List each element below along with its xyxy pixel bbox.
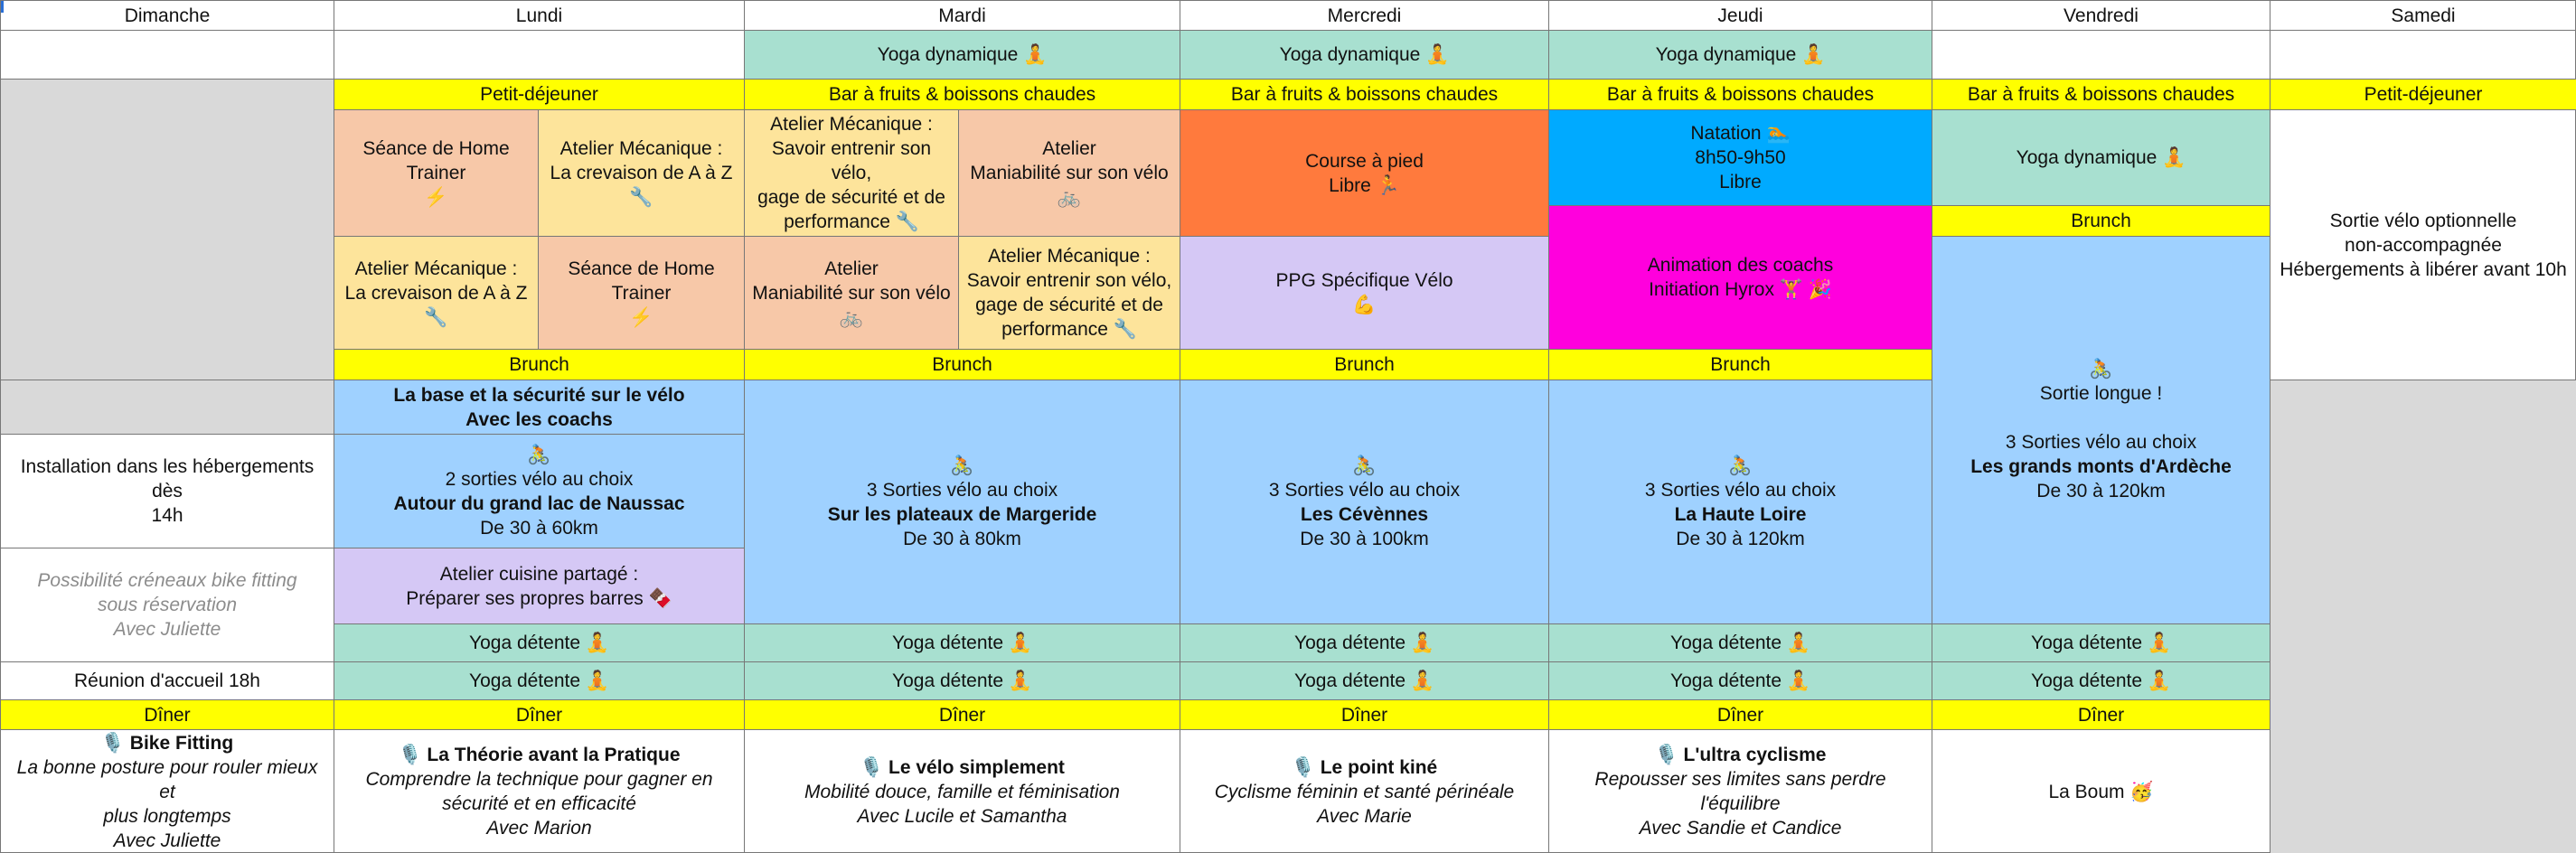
talk-mercredi — [1180, 729, 1548, 853]
yoga-dynamique-mercredi — [1180, 30, 1548, 79]
header-lundi — [334, 0, 744, 30]
line: Les Cévènnes — [1300, 503, 1429, 525]
brunch-vendredi — [1932, 205, 2270, 236]
line: Atelier — [824, 258, 879, 279]
line: Atelier — [1042, 138, 1096, 159]
bar-fruits-mercredi — [1180, 79, 1548, 109]
day-label: Lundi — [515, 5, 563, 26]
event-label: Dîner — [515, 704, 563, 726]
yoga-dynamique-vendredi — [1932, 109, 2270, 205]
line: Séance de Home — [362, 138, 510, 159]
line: Hébergements à libérer avant 10h — [2280, 258, 2567, 280]
event-label: Yoga détente 🧘 — [1670, 633, 1810, 653]
diner-vendredi — [1932, 699, 2270, 729]
line: Libre — [1719, 172, 1762, 192]
empty-cell — [2270, 30, 2576, 79]
line: Course à pied — [1305, 150, 1424, 172]
line: Les grands monts d'Ardèche — [1970, 456, 2232, 477]
course-a-pied-mercredi — [1180, 109, 1548, 236]
header-jeudi — [1548, 0, 1932, 30]
event-label: Dîner — [938, 704, 986, 726]
event-label: Brunch — [509, 354, 569, 375]
petit-dejeuner-samedi — [2270, 79, 2576, 109]
line: Sortie longue ! — [2039, 383, 2163, 404]
atelier-mecanique-lundi-1 — [538, 109, 744, 236]
brunch-mardi — [744, 349, 1180, 380]
event-label: Yoga détente 🧘 — [2031, 670, 2171, 691]
yoga-detente-lundi-1 — [334, 623, 744, 661]
event-label: Yoga dynamique 🧘 — [877, 44, 1048, 65]
line: Natation 🏊 — [1690, 123, 1791, 144]
bike-icon: 🚲 — [839, 306, 864, 328]
line: 3 Sorties vélo au choix — [1644, 479, 1837, 501]
natation-jeudi — [1548, 109, 1932, 205]
line: De 30 à 120km — [2036, 481, 2166, 501]
day-label: Dimanche — [124, 5, 211, 26]
event-label: Bar à fruits & boissons chaudes — [1606, 84, 1875, 105]
line: Animation des coachs — [1647, 255, 1834, 276]
event-label: Bar à fruits & boissons chaudes — [828, 84, 1096, 105]
bike-icon: 🚴 — [2089, 359, 2113, 380]
event-label: Brunch — [1334, 354, 1395, 375]
bike-icon: 🚴 — [950, 455, 974, 476]
line: 14h — [151, 505, 183, 526]
event-label: Bar à fruits & boissons chaudes — [1230, 84, 1499, 105]
talk-title: 🎙️ Le vélo simplement — [860, 756, 1065, 778]
event-label: Dîner — [1340, 704, 1388, 726]
line: 8h50-9h50 — [1695, 147, 1786, 168]
line: sous réservation — [97, 595, 238, 615]
event-label: La Boum 🥳 — [2048, 781, 2154, 802]
header-dimanche — [0, 0, 334, 30]
empty-grey-block — [2270, 380, 2576, 853]
home-trainer-lundi-1 — [334, 109, 538, 236]
bike-icon: 🚴 — [1728, 455, 1753, 476]
sortie-longue-vendredi — [1932, 236, 2270, 623]
line: Sortie vélo optionnelle — [2329, 210, 2517, 231]
atelier-mecanique-lundi-2 — [334, 236, 538, 349]
brunch-mercredi — [1180, 349, 1548, 380]
line: Sur les plateaux de Margeride — [827, 503, 1097, 525]
event-label: Yoga détente 🧘 — [892, 633, 1032, 653]
talk-lundi — [334, 729, 744, 853]
sortie-lundi — [334, 434, 744, 548]
header-samedi — [2270, 0, 2576, 30]
line: Installation dans les hébergements dès — [20, 456, 315, 501]
talk-title: 🎙️ La Théorie avant la Pratique — [398, 745, 681, 765]
yoga-detente-mercredi-2 — [1180, 661, 1548, 699]
line: Trainer — [406, 163, 466, 183]
event-label: Yoga détente 🧘 — [1670, 670, 1810, 691]
line: La bonne posture pour rouler mieux et — [16, 756, 318, 802]
line: La Haute Loire — [1674, 503, 1807, 525]
event-label: Yoga dynamique 🧘 — [1655, 44, 1826, 65]
line: Maniabilité sur son vélo — [970, 163, 1169, 183]
event-label: Yoga dynamique 🧘 — [2016, 147, 2186, 168]
line: 3 Sorties vélo au choix — [866, 479, 1058, 501]
bike-fitting-creneaux-dimanche — [0, 548, 334, 661]
line: Avec Sandie et Candice — [1639, 818, 1842, 839]
day-label: Jeudi — [1717, 5, 1763, 26]
line: Atelier Mécanique : — [559, 138, 723, 159]
empty-cell — [0, 30, 334, 79]
talk-title: 🎙️ L'ultra cyclisme — [1654, 745, 1827, 765]
line: Autour du grand lac de Naussac — [393, 492, 685, 514]
event-label: Yoga dynamique 🧘 — [1279, 44, 1450, 65]
line: Préparer ses propres barres 🍫 — [406, 587, 672, 609]
diner-dimanche — [0, 699, 334, 729]
line: Savoir entrenir son vélo, — [771, 138, 932, 183]
installation-dimanche — [0, 434, 334, 548]
line: 2 sorties vélo au choix — [445, 468, 634, 490]
header-mercredi — [1180, 0, 1548, 30]
line: gage de sécurité et de — [757, 187, 945, 208]
hyrox-jeudi — [1548, 205, 1932, 349]
event-label: Yoga détente 🧘 — [1294, 633, 1434, 653]
bike-icon: 🚴 — [527, 444, 551, 465]
brunch-lundi — [334, 349, 744, 380]
event-label: Yoga détente 🧘 — [469, 633, 609, 653]
line: Savoir entrenir son vélo, — [966, 270, 1172, 291]
lightning-icon: ⚡ — [424, 187, 448, 208]
lundi-workshops — [334, 109, 744, 349]
line: La crevaison de A à Z — [550, 163, 733, 183]
talk-title: 🎙️ Bike Fitting — [100, 732, 234, 754]
event-label: Petit-déjeuner — [480, 84, 598, 105]
yoga-dynamique-jeudi — [1548, 30, 1932, 79]
empty-grey-block — [0, 380, 334, 434]
la-boum-vendredi — [1932, 729, 2270, 853]
yoga-dynamique-mardi — [744, 30, 1180, 79]
yoga-detente-jeudi-1 — [1548, 623, 1932, 661]
line: performance 🔧 — [784, 211, 919, 232]
vendredi-column — [1932, 109, 2270, 661]
line: non-accompagnée — [2345, 234, 2502, 256]
event-label: Yoga détente 🧘 — [469, 670, 609, 691]
day-label: Mercredi — [1327, 5, 1402, 26]
diner-jeudi — [1548, 699, 1932, 729]
bar-fruits-mardi — [744, 79, 1180, 109]
diner-mardi — [744, 699, 1180, 729]
line: Avec Marie — [1317, 805, 1412, 827]
header-vendredi — [1932, 0, 2270, 30]
day-label: Samedi — [2391, 5, 2456, 26]
empty-cell — [1932, 30, 2270, 79]
muscle-icon: 💪 — [1352, 295, 1377, 315]
atelier-maniabilite-mardi-2 — [744, 236, 958, 349]
diner-lundi — [334, 699, 744, 729]
line: Atelier Mécanique : — [988, 246, 1151, 267]
line: performance 🔧 — [1001, 319, 1137, 340]
line: PPG Spécifique Vélo — [1275, 270, 1453, 291]
yoga-detente-lundi-2 — [334, 661, 744, 699]
line: Atelier cuisine partagé : — [439, 563, 639, 585]
line: Atelier Mécanique : — [354, 258, 518, 279]
line: sécurité et en efficacité — [442, 793, 636, 814]
line: Mobilité douce, famille et féminisation — [804, 781, 1120, 802]
event-label: Brunch — [2071, 211, 2131, 231]
petit-dejeuner-lundi — [334, 79, 744, 109]
event-label: Dîner — [2077, 704, 2125, 726]
line: Avec Lucile et Samantha — [857, 805, 1067, 827]
event-label: Petit-déjeuner — [2364, 84, 2483, 105]
atelier-maniabilite-mardi-1 — [958, 109, 1180, 236]
line: Repousser ses limites sans perdre l'équilibre — [1594, 769, 1886, 814]
line: De 30 à 80km — [903, 528, 1021, 549]
event-label: Bar à fruits & boissons chaudes — [1967, 84, 2235, 105]
line: Initiation Hyrox 🏋️ 🎉 — [1649, 279, 1832, 300]
atelier-entretien-mardi-2 — [958, 236, 1180, 349]
yoga-detente-vendredi-2 — [1932, 661, 2270, 699]
empty-cell — [334, 30, 744, 79]
line: Comprendre la technique pour gagner en — [365, 769, 713, 790]
securite-lundi — [334, 380, 744, 434]
line: Cyclisme féminin et santé périnéale — [1214, 781, 1515, 802]
diner-mercredi — [1180, 699, 1548, 729]
sortie-mercredi — [1180, 380, 1548, 623]
yoga-detente-mardi-1 — [744, 623, 1180, 661]
home-trainer-lundi-2 — [538, 236, 744, 349]
atelier-entretien-mardi-1 — [744, 109, 958, 236]
bar-fruits-jeudi — [1548, 79, 1932, 109]
line: De 30 à 60km — [480, 517, 598, 539]
line: Avec Juliette — [113, 619, 221, 640]
header-mardi — [744, 0, 1180, 30]
ppg-mercredi — [1180, 236, 1548, 349]
line: Possibilité créneaux bike fitting — [37, 570, 297, 591]
line: gage de sécurité et de — [975, 295, 1163, 315]
reunion-accueil-dimanche — [0, 661, 334, 699]
yoga-detente-jeudi-2 — [1548, 661, 1932, 699]
bar-fruits-vendredi — [1932, 79, 2270, 109]
line: De 30 à 120km — [1676, 528, 1805, 549]
day-label: Vendredi — [2064, 5, 2139, 26]
wrench-icon: 🔧 — [424, 306, 448, 328]
wrench-icon: 🔧 — [629, 187, 653, 208]
empty-grey-block — [0, 79, 334, 380]
sortie-jeudi — [1548, 380, 1932, 623]
event-label: Réunion d'accueil 18h — [74, 670, 260, 691]
line: 3 Sorties vélo au choix — [2005, 432, 2197, 453]
yoga-detente-mardi-2 — [744, 661, 1180, 699]
line: La crevaison de A à Z — [344, 282, 528, 304]
bike-icon: 🚴 — [1352, 455, 1377, 476]
line: Maniabilité sur son vélo — [752, 282, 951, 304]
talk-mardi — [744, 729, 1180, 853]
line: Atelier Mécanique : — [770, 114, 933, 135]
event-label: Yoga détente 🧘 — [2031, 633, 2171, 653]
line: plus longtemps — [103, 805, 231, 827]
event-label: Dîner — [1716, 704, 1764, 726]
talk-jeudi — [1548, 729, 1932, 853]
line: De 30 à 100km — [1300, 528, 1429, 549]
line: Avec les coachs — [465, 408, 613, 430]
jeudi-morning — [1548, 109, 1932, 349]
sortie-optionnelle-samedi — [2270, 109, 2576, 380]
event-label: Brunch — [932, 354, 992, 375]
line: 3 Sorties vélo au choix — [1268, 479, 1461, 501]
atelier-cuisine-lundi — [334, 548, 744, 623]
line: Séance de Home — [568, 258, 715, 279]
event-label: Dîner — [144, 704, 191, 726]
event-label: Brunch — [1710, 354, 1771, 375]
line: La base et la sécurité sur le vélo — [393, 384, 685, 406]
line: Libre 🏃 — [1329, 174, 1400, 196]
yoga-detente-vendredi-1 — [1932, 623, 2270, 661]
event-label: Yoga détente 🧘 — [1294, 670, 1434, 691]
day-label: Mardi — [938, 5, 986, 26]
event-label: Yoga détente 🧘 — [892, 670, 1032, 691]
sortie-mardi — [744, 380, 1180, 623]
brunch-jeudi — [1548, 349, 1932, 380]
talk-title: 🎙️ Le point kiné — [1291, 756, 1438, 778]
lightning-icon: ⚡ — [629, 306, 653, 328]
line: Avec Juliette — [113, 830, 221, 851]
bike-icon: 🚲 — [1057, 187, 1082, 208]
yoga-detente-mercredi-1 — [1180, 623, 1548, 661]
line: Avec Marion — [486, 818, 592, 839]
line: Trainer — [611, 282, 672, 304]
talk-dimanche — [0, 729, 334, 853]
